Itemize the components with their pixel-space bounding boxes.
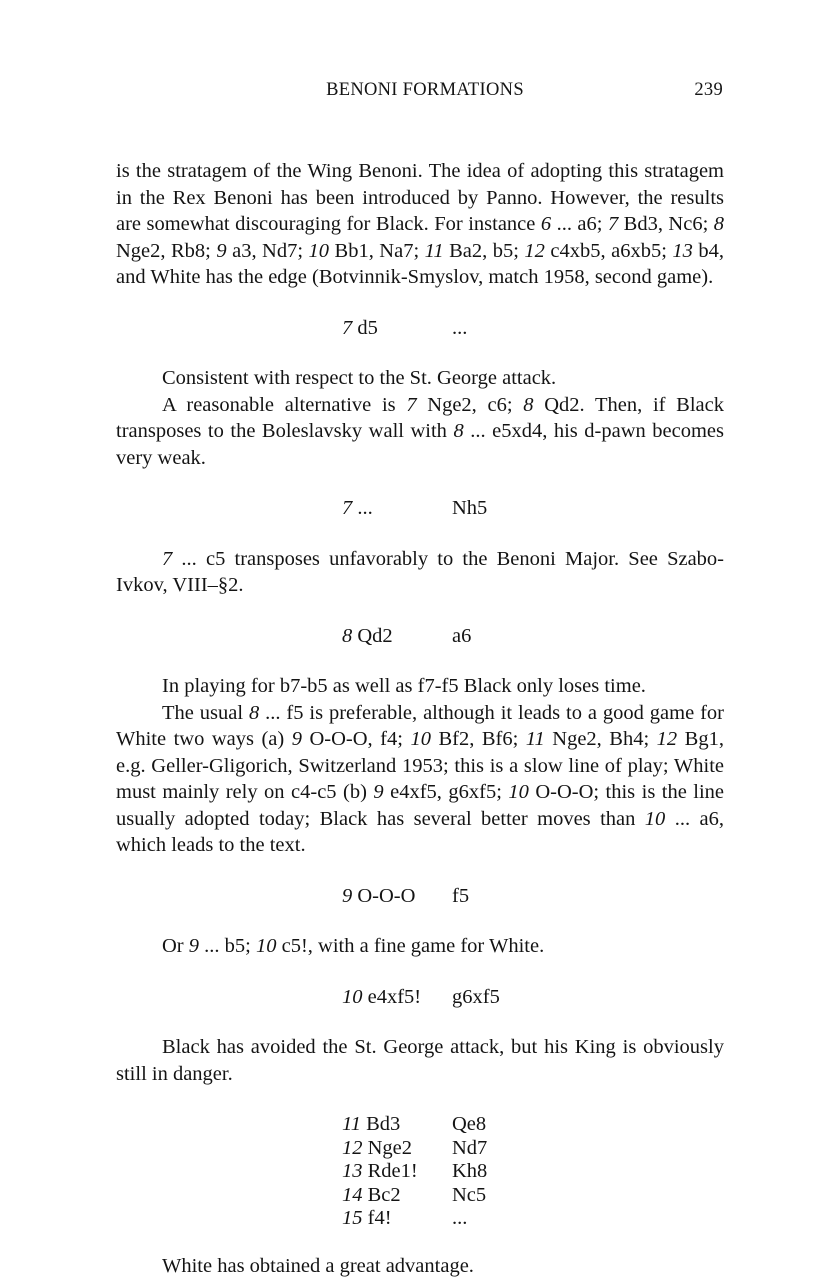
move-row: 11 Bd3 Qe8	[342, 1111, 724, 1135]
paragraph-comment: Consistent with respect to the St. George attack.	[116, 365, 724, 392]
move-row: 12 Nge2 Nd7	[342, 1135, 724, 1159]
move-row: 13 Rde1! Kh8	[342, 1158, 724, 1182]
move-row: 15 f4! ...	[342, 1205, 724, 1229]
move-line-7: 7 d5 ...	[116, 315, 724, 342]
paragraph-conclusion: White has obtained a great advantage.	[116, 1253, 724, 1279]
move-line-9: 9 O-O-O f5	[116, 883, 724, 910]
running-header	[0, 80, 838, 110]
paragraph-usual: The usual 8 ... f5 is preferable, although it leads to a good game for White two ways (a) 9 O-O-O, f4; 10 Bf2, Bf6; 11 Nge2, Bh4; 12 Bg1, e.g. Geller-Gligorich, Switzerland 1953; this is a slow line of play; White must mainly rely on c4-c5 (b) 9 e4xf5, g6xf5; 10 O-O-O; this is the line usually adopted today; Black has several better moves than 10 ... a6, which leads to the text.	[116, 700, 724, 859]
paragraph-intro: is the stratagem of the Wing Benoni. The idea of adopting this stratagem in the Rex Benoni has been introduced by Panno. However, the results are somewhat discouraging for Black. For instance 6 ... a6; 7 Bd3, Nc6; 8 Nge2, Rb8; 9 a3, Nd7; 10 Bb1, Na7; 11 Ba2, b5; 12 c4xb5, a6xb5; 13 b4, and White has the edge (Botvinnik-Smyslov, match 1958, second game).	[116, 158, 724, 291]
paragraph-alternative: A reasonable alternative is 7 Nge2, c6; 8 Qd2. Then, if Black transposes to the Boleslavsky wall with 8 ... e5xd4, his d-pawn becomes very weak.	[116, 392, 724, 472]
move-list	[116, 1111, 724, 1229]
paragraph-c5-note: 7 ... c5 transposes unfavorably to the Benoni Major. See Szabo-Ivkov, VIII–§2.	[116, 546, 724, 599]
move-line-10: 10 e4xf5! g6xf5	[116, 984, 724, 1011]
chapter-title: BENONI FORMATIONS	[0, 80, 838, 101]
paragraph-b7b5: In playing for b7-b5 as well as f7-f5 Black only loses time.	[116, 673, 724, 700]
paragraph-danger: Black has avoided the St. George attack, but his King is obviously still in danger.	[116, 1034, 724, 1087]
paragraph-or: Or 9 ... b5; 10 c5!, with a fine game for White.	[116, 933, 724, 960]
move-line-8: 8 Qd2 a6	[116, 623, 724, 650]
move-line-7-black: 7 ... Nh5	[116, 495, 724, 522]
move-row: 14 Bc2 Nc5	[342, 1182, 724, 1206]
page-body	[116, 158, 724, 1279]
page-number: 239	[694, 80, 723, 101]
